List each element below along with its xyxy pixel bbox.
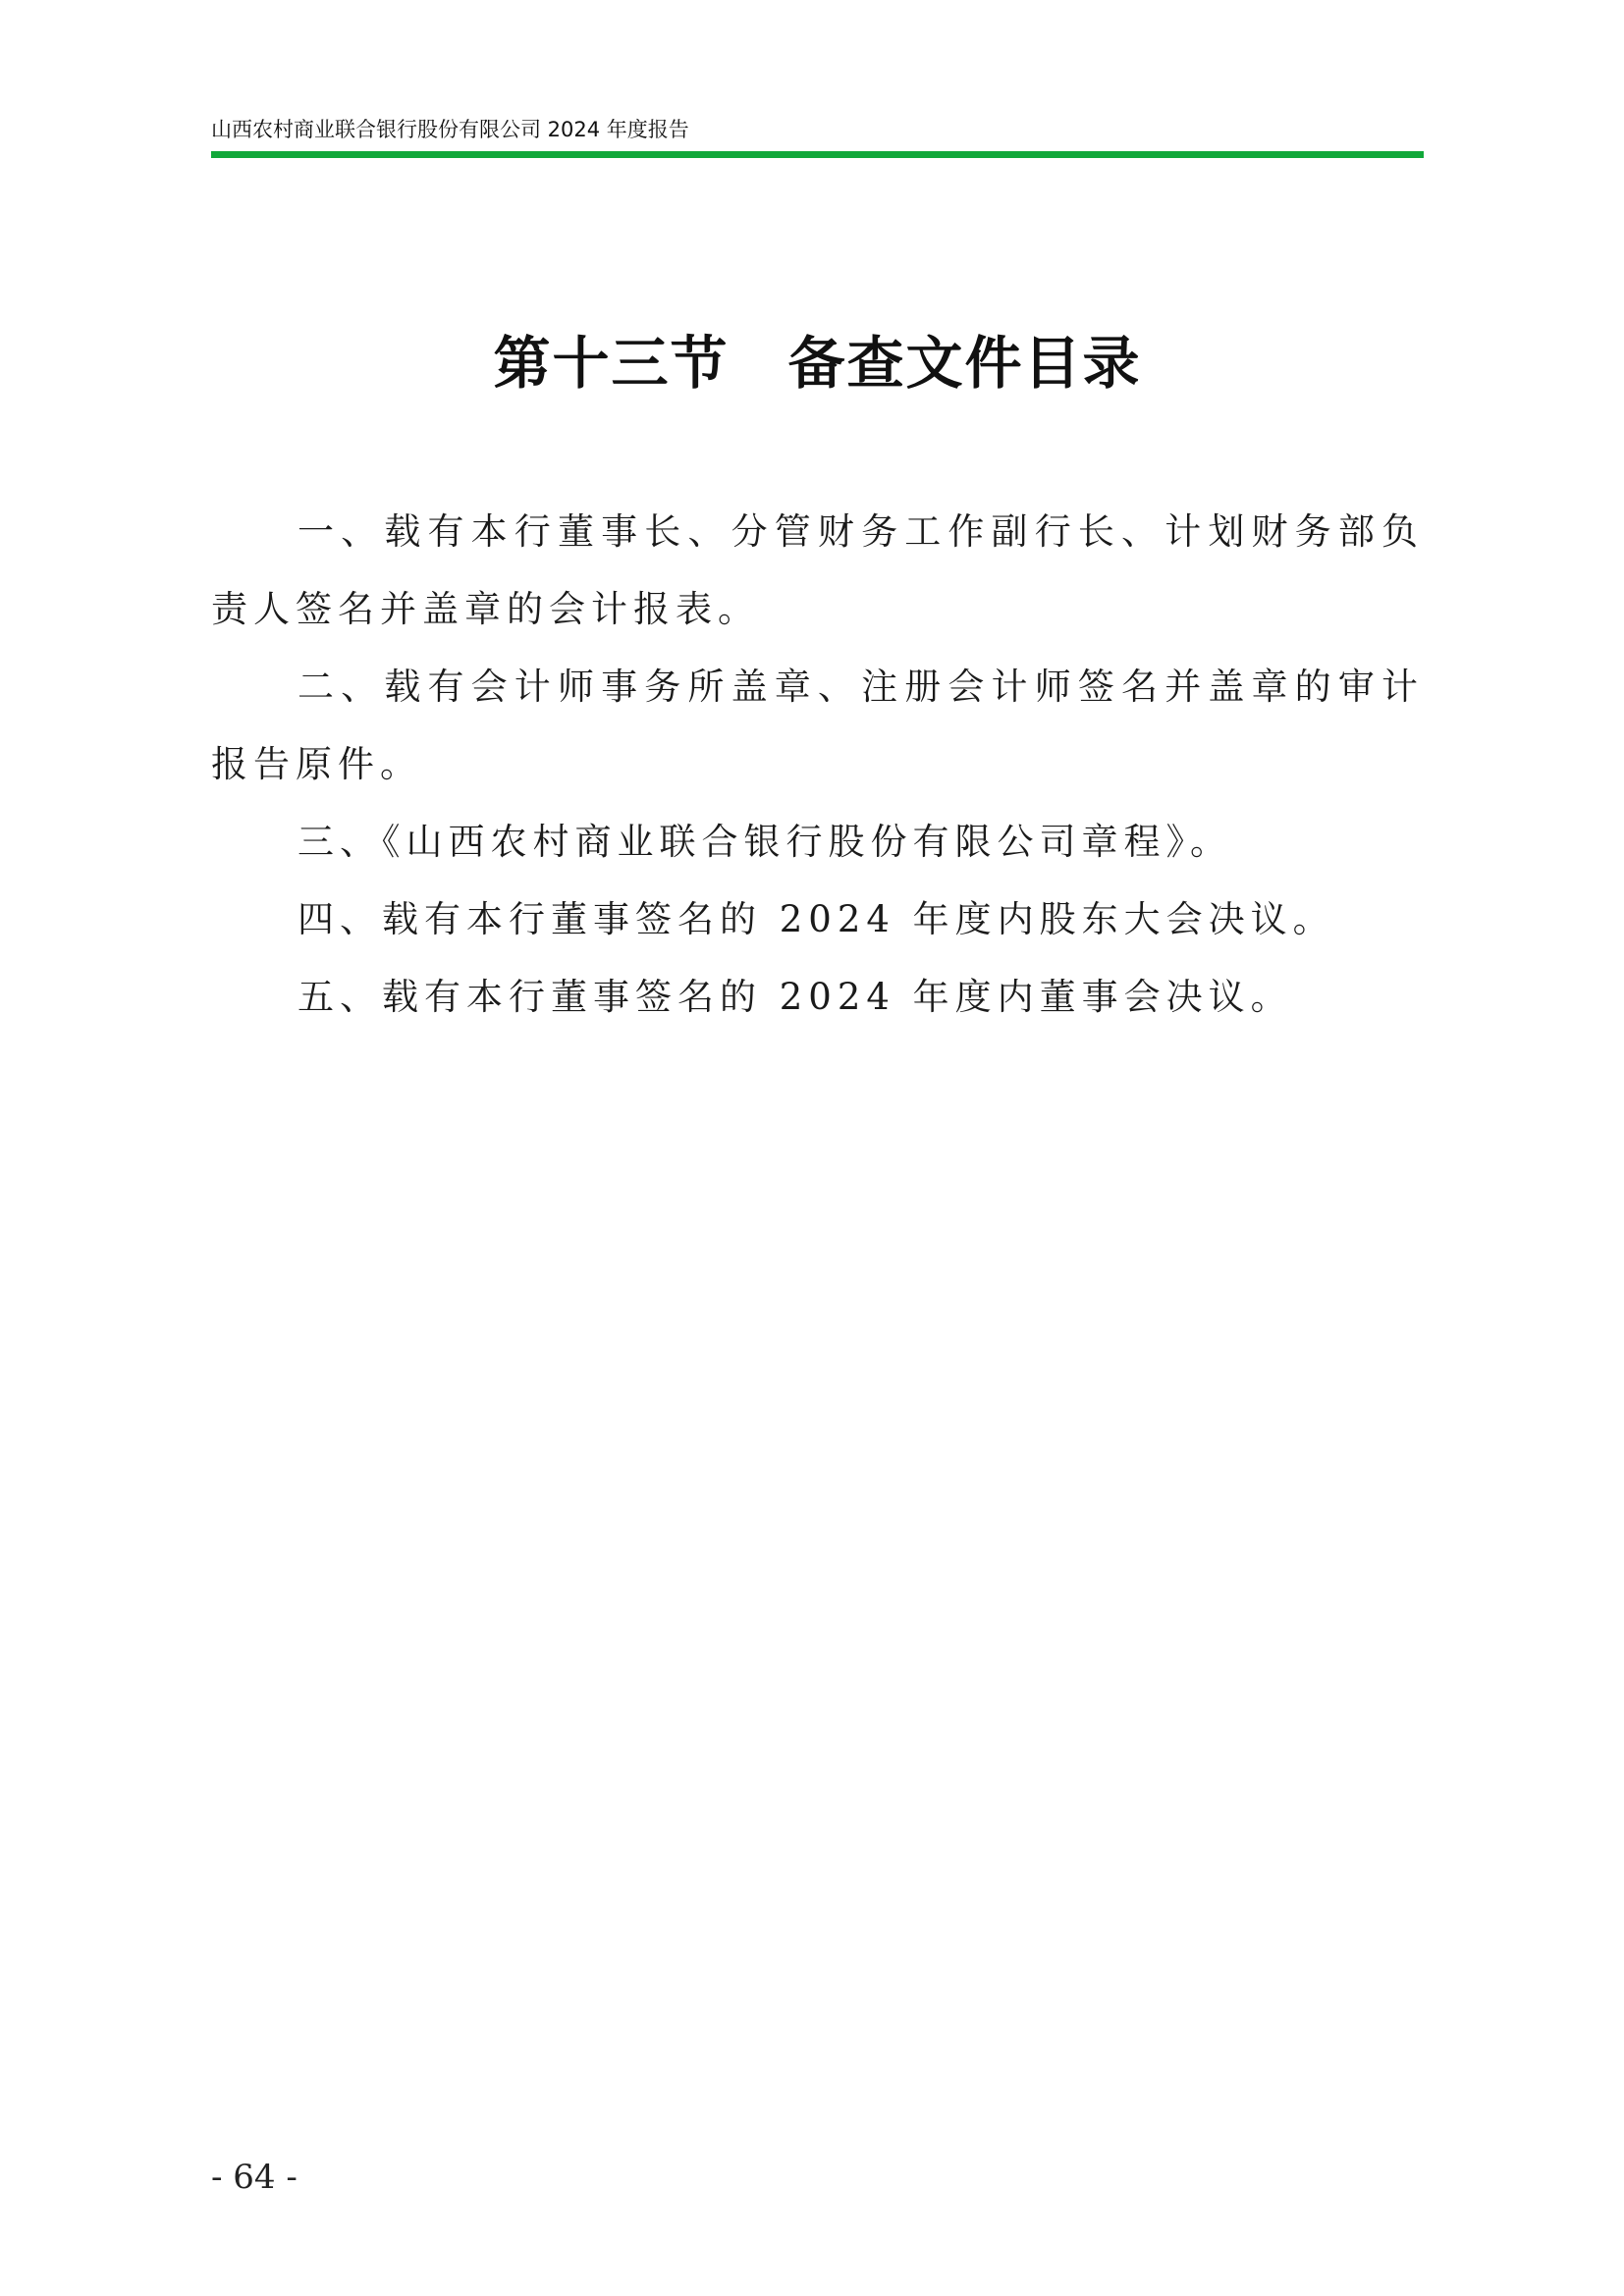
page-header xyxy=(211,116,1424,161)
list-item: 四、载有本行董事签名的 2024 年度内股东大会决议。 xyxy=(298,898,1335,940)
header-divider xyxy=(211,151,1424,158)
section-title: 第十三节 备查文件目录 xyxy=(493,330,1142,397)
list-item: 五、载有本行董事签名的 2024 年度内董事会决议。 xyxy=(298,976,1293,1018)
list-item: 三、《山西农村商业联合银行股份有限公司章程》。 xyxy=(298,821,1232,863)
list-item: 一、载有本行董事长、分管财务工作副行长、计划财务部负责人签名并盖章的会计报表。 xyxy=(211,510,1424,630)
list-item: 二、载有会计师事务所盖章、注册会计师签名并盖章的审计报告原件。 xyxy=(211,666,1424,785)
document-list xyxy=(211,493,1424,1036)
header-title: 山西农村商业联合银行股份有限公司 2024 年度报告 xyxy=(211,118,689,141)
page-number: - 64 - xyxy=(211,2158,298,2197)
